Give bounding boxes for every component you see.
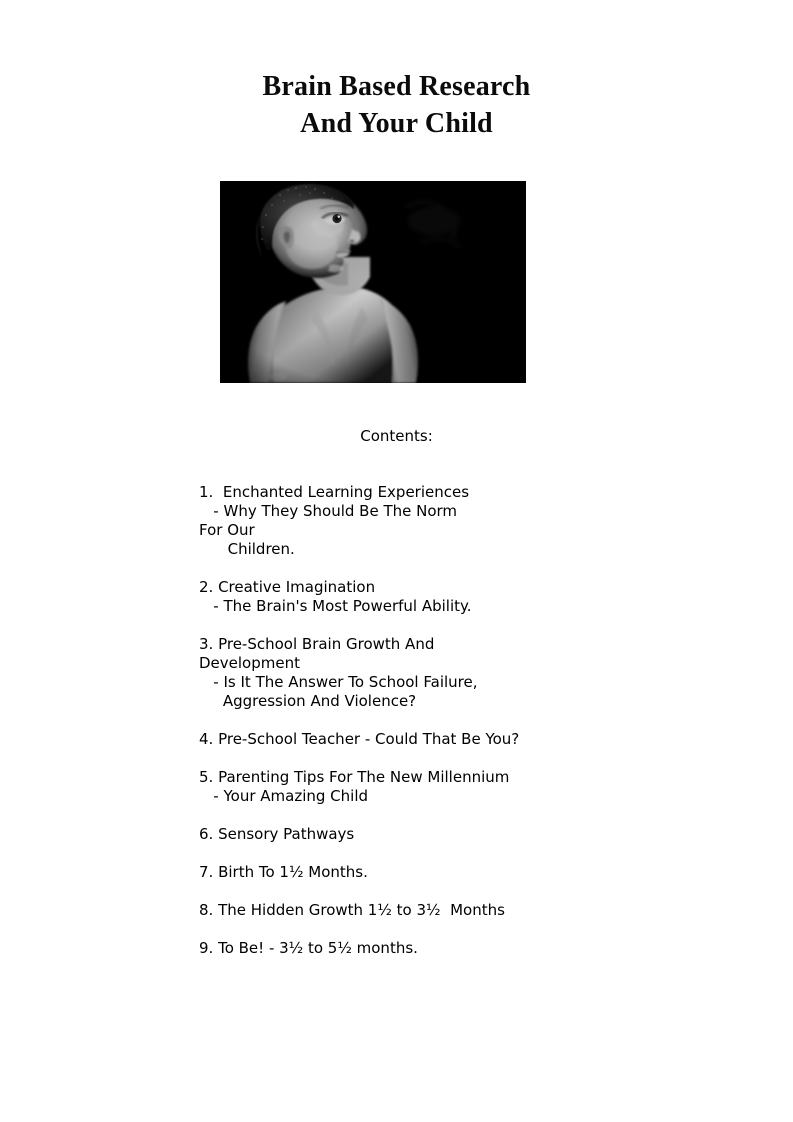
toc-item-4 xyxy=(199,730,759,749)
toc-line: Development xyxy=(199,654,300,672)
toc-line: 1. Enchanted Learning Experiences xyxy=(199,483,470,501)
toc-line: 2. Creative Imagination xyxy=(199,578,376,596)
toc-line: - Why They Should Be The Norm xyxy=(199,502,458,520)
toc-line: - Your Amazing Child xyxy=(199,787,369,805)
toc-item-6 xyxy=(199,825,759,844)
table-of-contents xyxy=(199,483,759,958)
toc-item-8 xyxy=(199,901,759,920)
toc-line: 7. Birth To 1½ Months. xyxy=(199,863,368,881)
toc-line: Children. xyxy=(199,540,295,558)
toc-item-9 xyxy=(199,939,759,958)
page-title-line-1: Brain Based Research xyxy=(262,71,531,102)
toc-line: 4. Pre-School Teacher - Could That Be You? xyxy=(199,730,520,748)
page-title-line-2: And Your Child xyxy=(300,108,493,139)
toc-line: - Is It The Answer To School Failure, xyxy=(199,673,478,691)
contents-heading: Contents: xyxy=(360,427,433,445)
toc-line: 8. The Hidden Growth 1½ to 3½ Months xyxy=(199,901,505,919)
toc-line: Aggression And Violence? xyxy=(199,692,417,710)
child-photo-illustration xyxy=(220,181,526,383)
toc-line: 9. To Be! - 3½ to 5½ months. xyxy=(199,939,418,957)
toc-item-1 xyxy=(199,483,759,559)
toc-line: For Our xyxy=(199,521,255,539)
toc-line: 3. Pre-School Brain Growth And xyxy=(199,635,435,653)
toc-line: - The Brain's Most Powerful Ability. xyxy=(199,597,472,615)
toc-item-3 xyxy=(199,635,759,711)
toc-line: 6. Sensory Pathways xyxy=(199,825,355,843)
toc-item-5 xyxy=(199,768,759,806)
hero-photo xyxy=(220,181,526,383)
toc-item-7 xyxy=(199,863,759,882)
page-title xyxy=(0,68,793,142)
toc-line: 5. Parenting Tips For The New Millennium xyxy=(199,768,510,786)
toc-item-2 xyxy=(199,578,759,616)
